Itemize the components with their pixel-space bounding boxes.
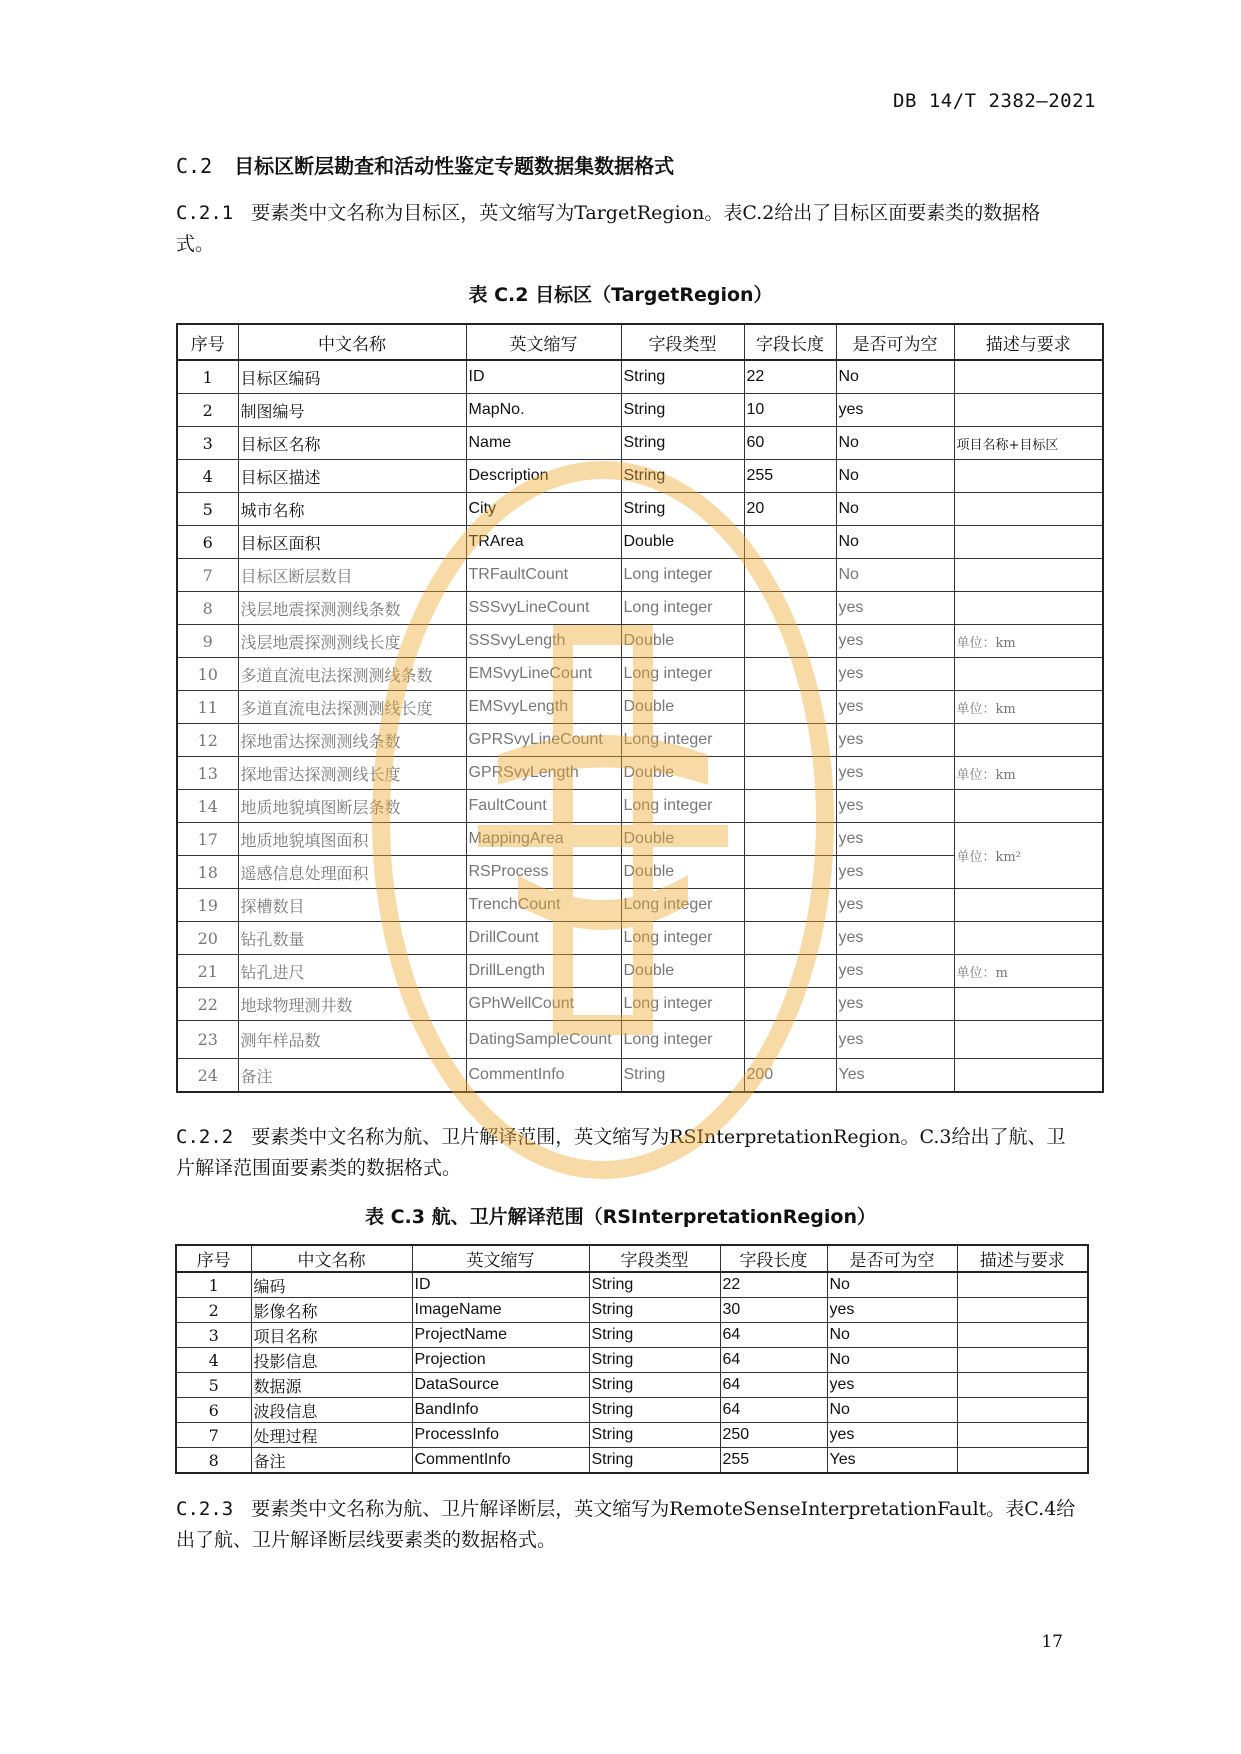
table-row xyxy=(177,1059,1103,1093)
table-cell: 探地雷达探测测线条数 xyxy=(238,724,466,757)
table-cell xyxy=(744,889,836,922)
paragraph-text: 要素类中文名称为航、卫片解译断层，英文缩写为RemoteSenseInterpretationFault。表C.4给出了航、卫片解译断层线要素类的数据格式。 xyxy=(176,1498,1076,1551)
paragraph-number: C.2.1 xyxy=(176,202,234,224)
table-row xyxy=(177,427,1103,460)
table-cell: GPRSvyLineCount xyxy=(466,724,621,757)
table-row xyxy=(177,823,1103,856)
table-cell: ID xyxy=(466,360,621,394)
table-cell: 浅层地震探测测线条数 xyxy=(238,592,466,625)
table-cell: 单位：km² xyxy=(954,823,1103,889)
table-cell: Long integer xyxy=(621,889,744,922)
table-cell: yes xyxy=(836,889,954,922)
table-cell: String xyxy=(621,493,744,526)
table-cell: yes xyxy=(836,922,954,955)
table-cell: DrillLength xyxy=(466,955,621,988)
table-cell: CommentInfo xyxy=(412,1448,589,1474)
table-cell: No xyxy=(836,493,954,526)
table-cell: yes xyxy=(836,790,954,823)
table-c2 xyxy=(176,323,1104,1093)
table-cell: 22 xyxy=(744,360,836,394)
table-cell: 地质地貌填图断层条数 xyxy=(238,790,466,823)
column-header: 描述与要求 xyxy=(957,1245,1088,1272)
table-cell: Long integer xyxy=(621,922,744,955)
table-cell: EMSvyLength xyxy=(466,691,621,724)
table-cell: BandInfo xyxy=(412,1398,589,1423)
table-row xyxy=(177,1021,1103,1059)
table-cell: 地质地貌填图面积 xyxy=(238,823,466,856)
table-cell xyxy=(744,757,836,790)
table-cell xyxy=(954,1021,1103,1059)
table-cell: 4 xyxy=(177,460,238,493)
table-cell: ProcessInfo xyxy=(412,1423,589,1448)
table-cell xyxy=(744,1021,836,1059)
table-cell xyxy=(954,724,1103,757)
table-cell: ImageName xyxy=(412,1298,589,1323)
table-cell: String xyxy=(589,1423,720,1448)
table-cell: yes xyxy=(827,1423,957,1448)
table-cell: 255 xyxy=(744,460,836,493)
table-cell: No xyxy=(836,427,954,460)
table-cell: 22 xyxy=(177,988,238,1021)
table-header-row xyxy=(176,1245,1088,1272)
table-row xyxy=(177,625,1103,658)
table-cell: 24 xyxy=(177,1059,238,1093)
table-row xyxy=(176,1423,1088,1448)
table-cell: DataSource xyxy=(412,1373,589,1398)
section-heading xyxy=(176,150,674,179)
document-code: DB 14/T 2382—2021 xyxy=(893,90,1096,112)
table-cell xyxy=(744,559,836,592)
table-cell: SSSvyLineCount xyxy=(466,592,621,625)
table-cell: 64 xyxy=(720,1323,827,1348)
table-row xyxy=(176,1348,1088,1373)
table-cell: yes xyxy=(836,757,954,790)
table-cell: GPRSvyLength xyxy=(466,757,621,790)
table-row xyxy=(176,1398,1088,1423)
table-cell: No xyxy=(836,526,954,559)
table-cell: 21 xyxy=(177,955,238,988)
column-header: 英文缩写 xyxy=(412,1245,589,1272)
column-header: 字段类型 xyxy=(589,1245,720,1272)
column-header: 序号 xyxy=(176,1245,251,1272)
table-row xyxy=(177,757,1103,790)
table-cell: 60 xyxy=(744,427,836,460)
table-cell: No xyxy=(836,559,954,592)
table-cell xyxy=(954,988,1103,1021)
table-cell: 测年样品数 xyxy=(238,1021,466,1059)
table-cell xyxy=(957,1348,1088,1373)
table-cell: 备注 xyxy=(238,1059,466,1093)
column-header: 字段长度 xyxy=(744,324,836,360)
table-c3-caption: 表 C.3 航、卫片解译范围（RSInterpretationRegion） xyxy=(364,1206,876,1228)
table-cell: Double xyxy=(621,955,744,988)
table-cell xyxy=(954,394,1103,427)
column-header: 描述与要求 xyxy=(954,324,1103,360)
table-cell xyxy=(954,922,1103,955)
table-cell: 20 xyxy=(744,493,836,526)
section-title: 目标区断层勘查和活动性鉴定专题数据集数据格式 xyxy=(234,154,675,178)
table-cell xyxy=(744,724,836,757)
column-header: 中文名称 xyxy=(238,324,466,360)
table-cell: GPhWellCount xyxy=(466,988,621,1021)
table-cell: yes xyxy=(836,823,954,856)
table-cell xyxy=(957,1373,1088,1398)
table-cell: Long integer xyxy=(621,559,744,592)
table-row xyxy=(177,790,1103,823)
paragraph-number: C.2.2 xyxy=(176,1126,234,1148)
table-row xyxy=(177,955,1103,988)
table-cell: yes xyxy=(836,625,954,658)
table-cell xyxy=(744,625,836,658)
table-cell: 3 xyxy=(176,1323,251,1348)
table-cell xyxy=(954,493,1103,526)
table-cell: 23 xyxy=(177,1021,238,1059)
table-cell xyxy=(954,559,1103,592)
table-row xyxy=(177,394,1103,427)
table-cell: String xyxy=(621,1059,744,1093)
paragraph-c21 xyxy=(176,198,1076,260)
table-cell: 64 xyxy=(720,1373,827,1398)
table-cell: TRFaultCount xyxy=(466,559,621,592)
paragraph-c22 xyxy=(176,1122,1076,1184)
table-cell xyxy=(957,1323,1088,1348)
table-cell xyxy=(744,658,836,691)
table-cell: 制图编号 xyxy=(238,394,466,427)
table-cell: SSSvyLength xyxy=(466,625,621,658)
table-cell: 单位：km xyxy=(954,691,1103,724)
table-row xyxy=(177,724,1103,757)
table-cell: 钻孔数量 xyxy=(238,922,466,955)
paragraph-number: C.2.3 xyxy=(176,1498,234,1520)
table-cell: 钻孔进尺 xyxy=(238,955,466,988)
table-cell: 12 xyxy=(177,724,238,757)
section-number: C.2 xyxy=(176,154,213,178)
table-row xyxy=(177,922,1103,955)
table-cell: 4 xyxy=(176,1348,251,1373)
table-cell xyxy=(957,1423,1088,1448)
table-cell: ProjectName xyxy=(412,1323,589,1348)
table-cell: 11 xyxy=(177,691,238,724)
table-cell: 9 xyxy=(177,625,238,658)
table-cell: String xyxy=(621,394,744,427)
table-cell: yes xyxy=(827,1298,957,1323)
table-cell: yes xyxy=(836,724,954,757)
page-number: 17 xyxy=(1041,1632,1063,1652)
table-cell: 3 xyxy=(177,427,238,460)
column-header: 中文名称 xyxy=(251,1245,412,1272)
table-cell: Double xyxy=(621,691,744,724)
table-cell: 数据源 xyxy=(251,1373,412,1398)
table-cell: Double xyxy=(621,625,744,658)
table-cell: 目标区断层数目 xyxy=(238,559,466,592)
table-cell: 备注 xyxy=(251,1448,412,1474)
table-cell xyxy=(744,922,836,955)
table-cell: yes xyxy=(836,988,954,1021)
table-c2-caption: 表 C.2 目标区（TargetRegion） xyxy=(468,284,773,306)
table-cell: Projection xyxy=(412,1348,589,1373)
table-cell xyxy=(744,592,836,625)
table-cell: MappingArea xyxy=(466,823,621,856)
table-cell: Long integer xyxy=(621,724,744,757)
table-cell: yes xyxy=(836,592,954,625)
table-row xyxy=(177,988,1103,1021)
table-cell xyxy=(954,889,1103,922)
table-cell: 影像名称 xyxy=(251,1298,412,1323)
table-row xyxy=(177,559,1103,592)
table-cell xyxy=(744,526,836,559)
table-cell: 城市名称 xyxy=(238,493,466,526)
table-cell xyxy=(957,1272,1088,1298)
table-cell: MapNo. xyxy=(466,394,621,427)
table-cell: 波段信息 xyxy=(251,1398,412,1423)
table-cell xyxy=(744,691,836,724)
table-cell: 目标区描述 xyxy=(238,460,466,493)
table-cell: 7 xyxy=(176,1423,251,1448)
table-cell: 6 xyxy=(177,526,238,559)
table-cell: CommentInfo xyxy=(466,1059,621,1093)
table-cell: 18 xyxy=(177,856,238,889)
table-cell: Yes xyxy=(836,1059,954,1093)
table-cell: EMSvyLineCount xyxy=(466,658,621,691)
table-cell: DrillCount xyxy=(466,922,621,955)
table-row xyxy=(177,592,1103,625)
table-cell: 8 xyxy=(176,1448,251,1474)
table-cell: No xyxy=(827,1272,957,1298)
table-cell: No xyxy=(827,1348,957,1373)
table-cell: 5 xyxy=(177,493,238,526)
table-cell: yes xyxy=(836,691,954,724)
table-cell: ID xyxy=(412,1272,589,1298)
table-cell: Long integer xyxy=(621,592,744,625)
table-cell: 地球物理测井数 xyxy=(238,988,466,1021)
table-row xyxy=(177,526,1103,559)
table-cell: 编码 xyxy=(251,1272,412,1298)
table-cell xyxy=(957,1298,1088,1323)
table-cell: 2 xyxy=(177,394,238,427)
table-cell: yes xyxy=(836,658,954,691)
table-row xyxy=(176,1373,1088,1398)
table-cell: 255 xyxy=(720,1448,827,1474)
table-row xyxy=(177,889,1103,922)
paragraph-c23 xyxy=(176,1494,1076,1556)
table-cell xyxy=(954,592,1103,625)
table-cell: DatingSampleCount xyxy=(466,1021,621,1059)
table-cell: String xyxy=(589,1272,720,1298)
table-cell xyxy=(744,790,836,823)
table-row xyxy=(176,1272,1088,1298)
table-cell xyxy=(954,658,1103,691)
table-cell xyxy=(957,1398,1088,1423)
table-cell: yes xyxy=(836,394,954,427)
table-cell xyxy=(744,955,836,988)
table-cell: yes xyxy=(836,1021,954,1059)
table-cell: 64 xyxy=(720,1348,827,1373)
table-row xyxy=(176,1323,1088,1348)
table-cell: yes xyxy=(836,856,954,889)
table-cell xyxy=(744,823,836,856)
table-cell: 8 xyxy=(177,592,238,625)
table-cell: 目标区名称 xyxy=(238,427,466,460)
table-cell: 遥感信息处理面积 xyxy=(238,856,466,889)
table-cell xyxy=(744,988,836,1021)
table-cell: 20 xyxy=(177,922,238,955)
table-c3 xyxy=(175,1244,1089,1474)
table-cell xyxy=(954,460,1103,493)
table-cell: 目标区编码 xyxy=(238,360,466,394)
table-cell: String xyxy=(589,1398,720,1423)
table-cell xyxy=(954,526,1103,559)
table-cell: 投影信息 xyxy=(251,1348,412,1373)
table-cell: Name xyxy=(466,427,621,460)
table-cell: 22 xyxy=(720,1272,827,1298)
table-cell: Double xyxy=(621,757,744,790)
table-cell: 浅层地震探测测线长度 xyxy=(238,625,466,658)
table-cell xyxy=(744,856,836,889)
table-cell: String xyxy=(589,1323,720,1348)
table-cell: String xyxy=(589,1298,720,1323)
table-cell: 1 xyxy=(176,1272,251,1298)
table-cell: Long integer xyxy=(621,1021,744,1059)
table-cell: Long integer xyxy=(621,988,744,1021)
table-cell: String xyxy=(589,1448,720,1474)
table-cell: yes xyxy=(827,1373,957,1398)
table-cell: 19 xyxy=(177,889,238,922)
table-cell: 17 xyxy=(177,823,238,856)
table-cell: 单位：km xyxy=(954,625,1103,658)
table-cell xyxy=(954,790,1103,823)
table-cell: 250 xyxy=(720,1423,827,1448)
table-cell: 单位：km xyxy=(954,757,1103,790)
table-cell: Double xyxy=(621,526,744,559)
table-cell: String xyxy=(589,1348,720,1373)
table-cell: 1 xyxy=(177,360,238,394)
column-header: 字段类型 xyxy=(621,324,744,360)
table-cell: 目标区面积 xyxy=(238,526,466,559)
table-cell: RSProcess xyxy=(466,856,621,889)
table-cell: 14 xyxy=(177,790,238,823)
table-cell: No xyxy=(827,1398,957,1423)
table-cell: No xyxy=(827,1323,957,1348)
table-cell: Description xyxy=(466,460,621,493)
paragraph-text: 要素类中文名称为目标区，英文缩写为TargetRegion。表C.2给出了目标区面要素类的数据格式。 xyxy=(176,202,1041,255)
table-cell: String xyxy=(621,360,744,394)
table-row xyxy=(177,493,1103,526)
table-cell: 单位：m xyxy=(954,955,1103,988)
table-cell: String xyxy=(589,1373,720,1398)
table-row xyxy=(177,658,1103,691)
table-cell: 多道直流电法探测测线条数 xyxy=(238,658,466,691)
table-cell: Long integer xyxy=(621,658,744,691)
table-cell: City xyxy=(466,493,621,526)
table-cell: 处理过程 xyxy=(251,1423,412,1448)
table-row xyxy=(176,1448,1088,1474)
table-cell: 64 xyxy=(720,1398,827,1423)
table-cell: 项目名称+目标区 xyxy=(954,427,1103,460)
table-cell: 30 xyxy=(720,1298,827,1323)
column-header: 序号 xyxy=(177,324,238,360)
table-cell xyxy=(954,1059,1103,1093)
column-header: 是否可为空 xyxy=(836,324,954,360)
table-cell: 10 xyxy=(744,394,836,427)
table-cell: 5 xyxy=(176,1373,251,1398)
table-header-row xyxy=(177,324,1103,360)
table-cell xyxy=(957,1448,1088,1474)
table-cell: Long integer xyxy=(621,790,744,823)
table-cell: 探槽数目 xyxy=(238,889,466,922)
table-cell: 10 xyxy=(177,658,238,691)
table-cell: No xyxy=(836,360,954,394)
table-cell: Double xyxy=(621,856,744,889)
table-cell: 2 xyxy=(176,1298,251,1323)
table-row xyxy=(177,460,1103,493)
table-cell: Yes xyxy=(827,1448,957,1474)
table-cell: No xyxy=(836,460,954,493)
table-cell: 6 xyxy=(176,1398,251,1423)
column-header: 字段长度 xyxy=(720,1245,827,1272)
column-header: 是否可为空 xyxy=(827,1245,957,1272)
table-cell xyxy=(954,360,1103,394)
table-cell: String xyxy=(621,460,744,493)
table-row xyxy=(177,691,1103,724)
table-row xyxy=(177,360,1103,394)
table-cell: Double xyxy=(621,823,744,856)
table-cell: String xyxy=(621,427,744,460)
table-cell: TRArea xyxy=(466,526,621,559)
table-cell: 13 xyxy=(177,757,238,790)
table-row xyxy=(176,1298,1088,1323)
paragraph-text: 要素类中文名称为航、卫片解译范围，英文缩写为RSInterpretationRegion。C.3给出了航、卫片解译范围面要素类的数据格式。 xyxy=(176,1126,1066,1179)
table-cell: yes xyxy=(836,955,954,988)
table-cell: TrenchCount xyxy=(466,889,621,922)
table-cell: FaultCount xyxy=(466,790,621,823)
table-cell: 项目名称 xyxy=(251,1323,412,1348)
table-cell: 200 xyxy=(744,1059,836,1093)
column-header: 英文缩写 xyxy=(466,324,621,360)
table-cell: 探地雷达探测测线长度 xyxy=(238,757,466,790)
table-cell: 多道直流电法探测测线长度 xyxy=(238,691,466,724)
table-cell: 7 xyxy=(177,559,238,592)
